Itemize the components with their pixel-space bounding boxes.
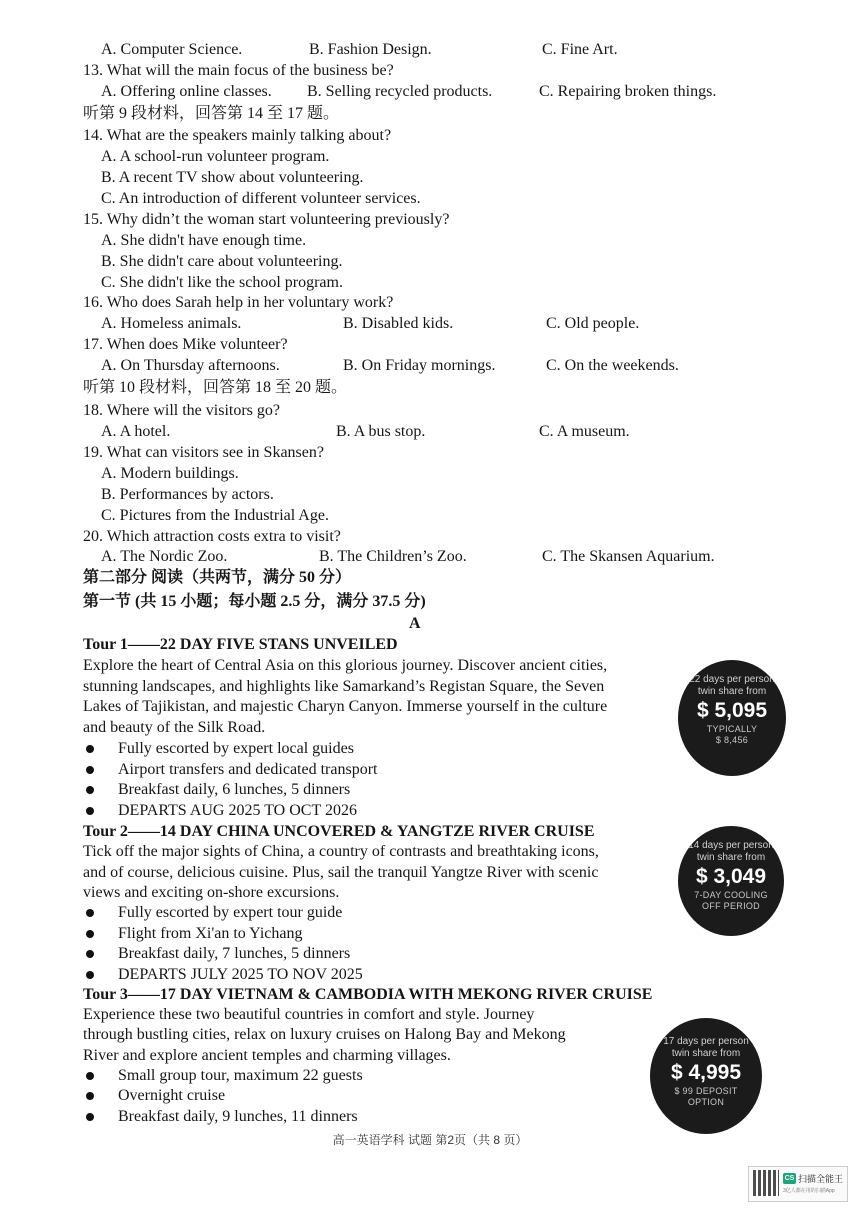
tour3-bullet: Small group tour, maximum 22 guests [118,1067,363,1084]
question-line: A. Homeless animals. [101,315,242,332]
badge-note: TYPICALLY [706,724,758,734]
tour2-bullet: Flight from Xi'an to Yichang [118,925,303,942]
part2-heading: 第二部分 阅读（共两节，满分 50 分） [83,569,352,586]
question-line: 听第 9 段材料，回答第 14 至 17 题。 [83,105,340,122]
badge-note: $ 99 DEPOSIT [674,1086,738,1096]
question-line: A. A hotel. [101,423,171,440]
badge-price: $ 4,995 [670,1061,742,1084]
bullet-icon [86,1072,94,1080]
question-line: 16. Who does Sarah help in her voluntary work? [83,294,394,311]
tour1-desc-line: and beauty of the Silk Road. [83,719,266,736]
bullet-icon [86,786,94,794]
camscanner-logo-icon: CS [784,1175,795,1182]
badge-note: 7-DAY COOLING [694,890,768,900]
question-line: B. A recent TV show about volunteering. [101,169,364,186]
tour3-price-badge [650,1018,762,1134]
tour2-desc-line: and of course, delicious cuisine. Plus, sail the tranquil Yangtze River with scenic [83,864,599,881]
question-line: 20. Which attraction costs extra to visit? [83,528,341,545]
tour3-bullet: Overnight cruise [118,1087,226,1104]
tour3-desc-line: Experience these two beautiful countries in comfort and style. Journey [83,1006,535,1023]
question-line: 18. Where will the visitors go? [83,402,280,419]
question-line: C. A museum. [539,423,630,440]
tour2-price-badge [678,826,784,936]
question-line: 17. When does Mike volunteer? [83,336,288,353]
bullet-icon [86,950,94,958]
tour3-desc-line: River and explore ancient temples and charming villages. [83,1047,451,1064]
question-line: C. Old people. [546,315,640,332]
question-line: B. Selling recycled products. [307,83,493,100]
tour1-desc-line: stunning landscapes, and highlights like Samarkand’s Registan Square, the Seven [83,678,605,695]
bullet-icon [86,1113,94,1121]
question-line: A. Offering online classes. [101,83,272,100]
tour2-bullet: Breakfast daily, 7 lunches, 5 dinners [118,945,351,962]
bullet-icon [86,909,94,917]
badge-note: OPTION [687,1097,725,1107]
bullet-icon [86,807,94,815]
tour1-title: Tour 1——22 DAY FIVE STANS UNVEILED [83,636,398,653]
tour2-desc-line: views and exciting on-shore excursions. [83,884,340,901]
bullet-icon [86,766,94,774]
badge-note: $ 8,456 [715,735,749,745]
tour3-desc-line: through bustling cities, relax on luxury cruises on Halong Bay and Mekong [83,1026,566,1043]
bullet-icon [86,1092,94,1100]
question-line: 听第 10 段材料，回答第 18 至 20 题。 [83,379,348,396]
question-line: B. The Children’s Zoo. [319,548,467,565]
question-line: A. She didn't have enough time. [101,232,307,249]
question-line: B. Fashion Design. [309,41,432,58]
question-line: A. The Nordic Zoo. [101,548,228,565]
tour2-bullet: Fully escorted by expert tour guide [118,904,343,921]
tour1-bullet: Fully escorted by expert local guides [118,740,354,757]
tour2-title: Tour 2——14 DAY CHINA UNCOVERED & YANGTZE RIVER CRUISE [83,823,595,840]
question-line: 19. What can visitors see in Skansen? [83,444,324,461]
badge-duration: 14 days per person [688,840,774,851]
tour1-desc-line: Lakes of Tajikistan, and majestic Charyn Canyon. Immerse yourself in the culture [83,698,608,715]
tour1-desc-line: Explore the heart of Central Asia on this glorious journey. Discover ancient cities, [83,657,608,674]
question-line: B. She didn't care about volunteering. [101,253,343,270]
question-line: A. A school-run volunteer program. [101,148,330,165]
question-line: B. Disabled kids. [343,315,454,332]
question-line: C. Repairing broken things. [539,83,717,100]
badge-price: $ 3,049 [695,865,767,888]
tour2-bullet: DEPARTS JULY 2025 TO NOV 2025 [118,966,363,983]
page-footer: 高一英语学科 试题 第2页（共 8 页） [332,1133,528,1147]
qr-code-icon [753,1170,779,1196]
question-line: 15. Why didn’t the woman start volunteering previously? [83,211,450,228]
badge-share: twin share from [671,1048,741,1059]
section1-heading: 第一节 (共 15 小题；每小题 2.5 分，满分 37.5 分) [83,593,426,610]
question-line: A. On Thursday afternoons. [101,357,280,374]
question-line: C. On the weekends. [546,357,679,374]
question-line: C. Pictures from the Industrial Age. [101,507,329,524]
tour3-bullet: Breakfast daily, 9 lunches, 11 dinners [118,1108,358,1125]
tour1-bullet: Airport transfers and dedicated transport [118,761,378,778]
question-line: B. On Friday mornings. [343,357,496,374]
badge-duration: 17 days per person [663,1036,749,1047]
question-line: C. She didn't like the school program. [101,274,343,291]
scanner-name: 扫描全能王 [798,1174,844,1184]
question-line: B. A bus stop. [336,423,426,440]
question-line: 13. What will the main focus of the business be? [83,62,394,79]
bullet-icon [86,930,94,938]
tour3-title: Tour 3——17 DAY VIETNAM & CAMBODIA WITH MEKONG RIVER CRUISE [83,986,653,1003]
bullet-icon [86,745,94,753]
question-line: C. Fine Art. [542,41,618,58]
passage-label: A [409,615,421,632]
tour2-desc-line: Tick off the major sights of China, a country of contrasts and breathtaking icons, [83,843,599,860]
question-line: B. Performances by actors. [101,486,274,503]
question-line: A. Modern buildings. [101,465,239,482]
badge-note: OFF PERIOD [701,901,760,911]
question-line: 14. What are the speakers mainly talking about? [83,127,392,144]
badge-share: twin share from [697,686,767,697]
question-line: C. The Skansen Aquarium. [542,548,715,565]
question-line: A. Computer Science. [101,41,243,58]
badge-share: twin share from [696,852,766,863]
tour1-bullet: Breakfast daily, 6 lunches, 5 dinners [118,781,351,798]
tour1-price-badge [678,660,786,776]
scanner-watermark [748,1166,848,1202]
tour1-bullet: DEPARTS AUG 2025 TO OCT 2026 [118,802,357,819]
question-line: C. An introduction of different volunteer services. [101,190,421,207]
bullet-icon [86,971,94,979]
badge-price: $ 5,095 [696,699,768,722]
scanner-slogan: 3亿人都在用的扫描App [783,1188,835,1194]
badge-duration: 22 days per person [689,674,775,685]
